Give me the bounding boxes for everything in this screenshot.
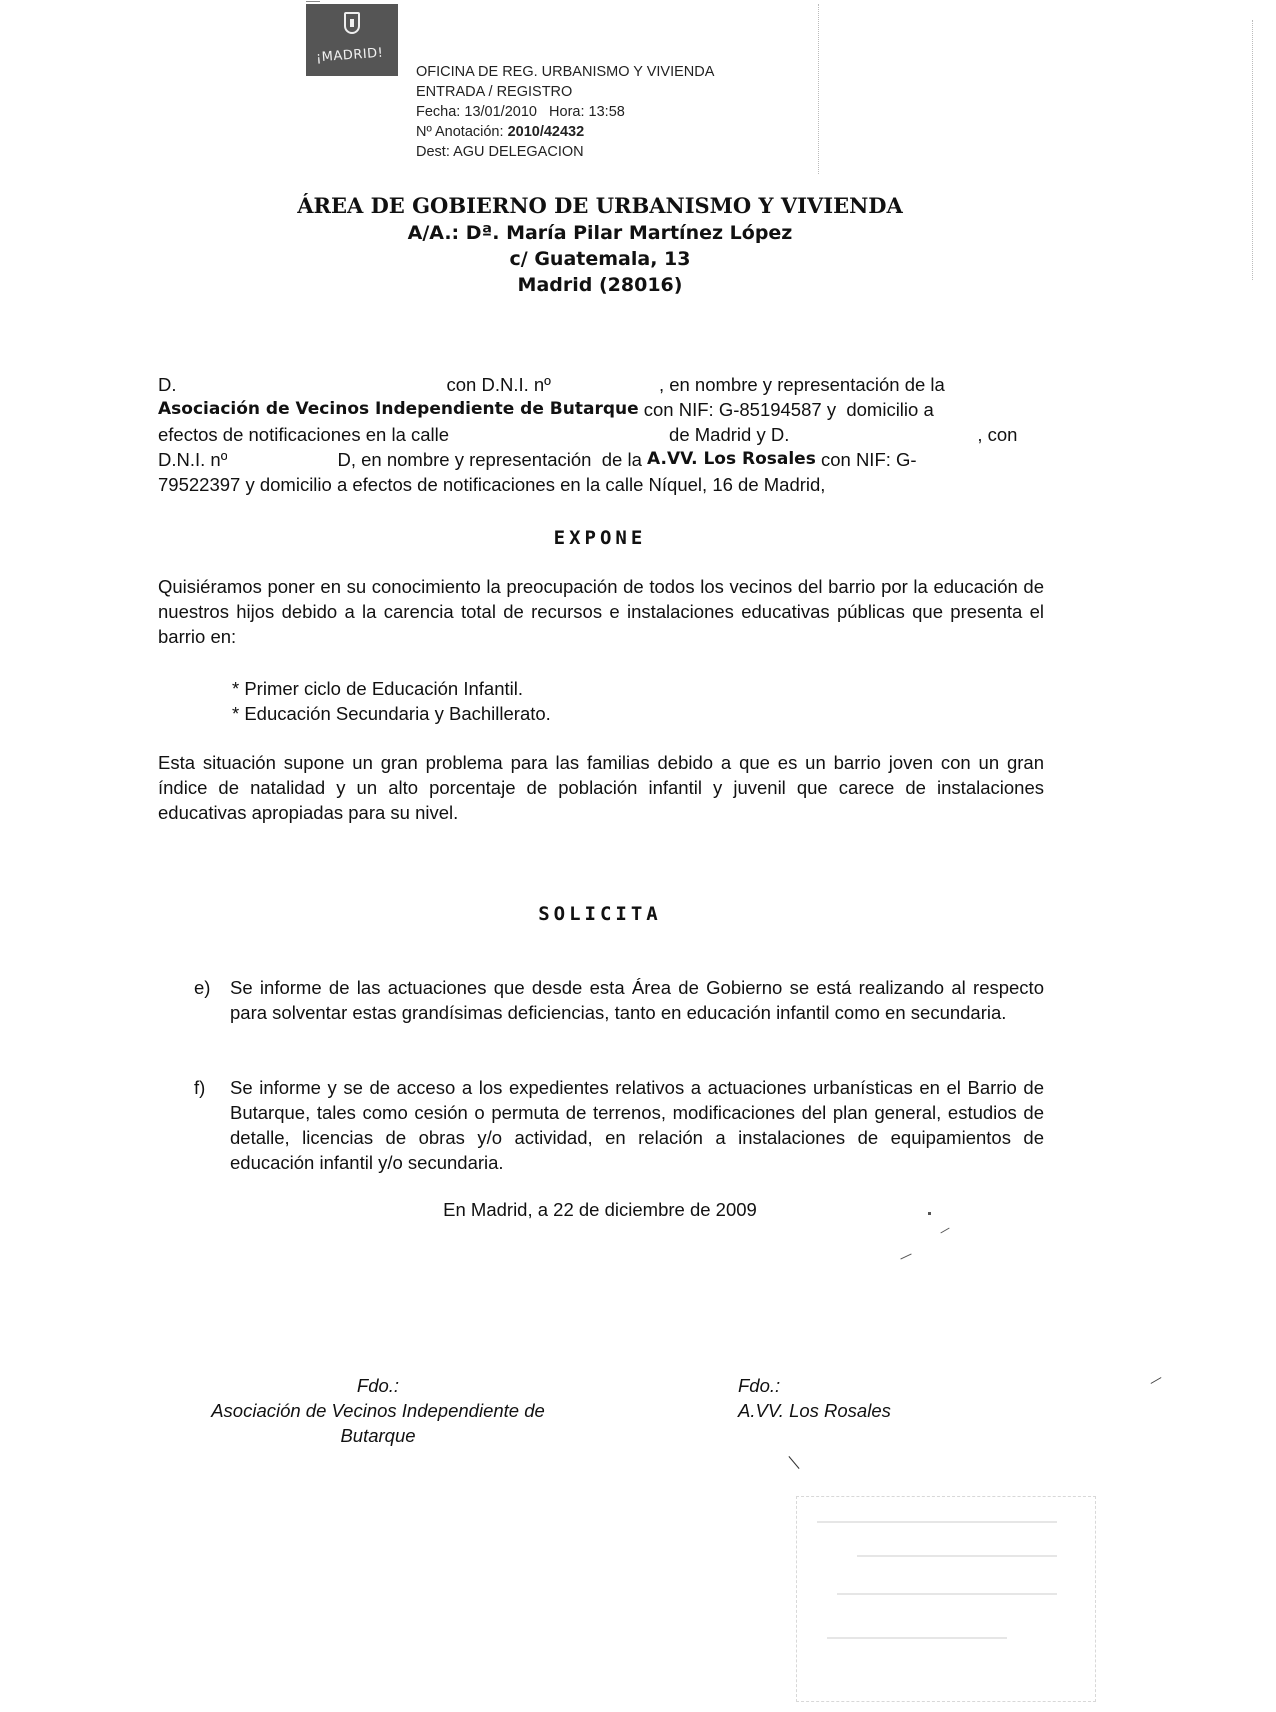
list-item: * Educación Secundaria y Bachillerato. bbox=[232, 703, 551, 724]
intro-line bbox=[158, 422, 1044, 447]
intro-line bbox=[158, 447, 1044, 472]
intro-d: D. bbox=[158, 374, 177, 395]
org-rosales: A.VV. Los Rosales bbox=[647, 449, 816, 469]
scan-speck bbox=[900, 1254, 911, 1260]
intro-con: , con bbox=[977, 424, 1018, 445]
stamp-annotation-number: 2010/42432 bbox=[507, 124, 585, 140]
expone-title: EXPONE bbox=[553, 527, 647, 549]
right-signature bbox=[738, 1373, 978, 1423]
ghost-line bbox=[857, 1555, 1057, 1557]
intro-line bbox=[158, 397, 1044, 422]
recipient-attention: A/A.: Dª. María Pilar Martínez López bbox=[407, 222, 793, 244]
stamp-date-row bbox=[416, 102, 796, 122]
stamp-date: 13/01/2010 bbox=[464, 104, 537, 120]
recipient-street: c/ Guatemala, 13 bbox=[509, 248, 691, 270]
expone-paragraph: Quisiéramos poner en su conocimiento la preocupación de todos los vecinos del barrio por la educación de nuestros hijos debido a la carencia total de recursos e instalaciones educativas públicas que presenta el barrio en: bbox=[158, 576, 1044, 647]
intro-representation: , en nombre y representación de la bbox=[658, 374, 945, 395]
stamp-date-label: Fecha: bbox=[416, 104, 461, 120]
left-org-line1: Asociación de Vecinos Independiente de bbox=[211, 1400, 545, 1421]
right-org: A.VV. Los Rosales bbox=[738, 1400, 891, 1421]
org-butarque: Asociación de Vecinos Independiente de Butarque bbox=[158, 399, 639, 419]
intro-dni: con D.N.I. nº bbox=[446, 374, 551, 395]
redacted-street bbox=[449, 422, 669, 447]
stamp-time-label: Hora: bbox=[549, 104, 585, 120]
request-text: Se informe y se de acceso a los expedientes relativos a actuaciones urbanísticas en el Barrio de Butarque, tales como cesión o permuta de terrenos, modificaciones del plan general, estudios de detalle, licencias de obras y/o actividad, en relación a instalaciones de equipamientos de educación infantil y/o secundaria. bbox=[230, 1077, 1044, 1173]
scan-speck bbox=[940, 1228, 949, 1234]
request-item bbox=[158, 975, 1044, 1025]
intro-line bbox=[158, 372, 1044, 397]
right-fdo: Fdo.: bbox=[738, 1375, 781, 1396]
recipient-area: ÁREA DE GOBIERNO DE URBANISMO Y VIVIENDA bbox=[297, 193, 903, 218]
scan-speck bbox=[1151, 1377, 1162, 1384]
request-label: e) bbox=[194, 977, 211, 998]
ghost-line bbox=[827, 1637, 1007, 1639]
coat-of-arms-icon bbox=[344, 12, 360, 34]
left-signature bbox=[188, 1373, 568, 1448]
intro-representation2: D, en nombre y representación de la bbox=[337, 449, 648, 470]
scan-line bbox=[1252, 20, 1253, 280]
intro-nif: con NIF: G-85194587 y domicilio a bbox=[638, 399, 934, 420]
stamp-annotation-label: Nº Anotación: bbox=[416, 124, 504, 140]
madrid-logo bbox=[306, 4, 398, 76]
stamp-dest: Dest: AGU DELEGACION bbox=[416, 144, 584, 160]
intro-paragraph bbox=[158, 372, 1044, 497]
redacted-name bbox=[789, 422, 977, 447]
left-org-line2: Butarque bbox=[340, 1425, 416, 1446]
date-place: En Madrid, a 22 de diciembre de 2009 bbox=[443, 1199, 757, 1220]
intro-madrid: de Madrid y D. bbox=[669, 424, 790, 445]
stamp-annotation-row bbox=[416, 122, 796, 142]
redacted-dni bbox=[227, 447, 337, 472]
logo-text: ¡MADRID! bbox=[315, 45, 384, 66]
intro-nif2: con NIF: G- bbox=[815, 449, 917, 470]
left-fdo: Fdo.: bbox=[356, 1375, 400, 1396]
ghost-line bbox=[817, 1521, 1057, 1523]
expone-paragraph: Esta situación supone un gran problema para las familias debido a que es un barrio joven con un gran índice de natalidad y un alto porcentaje de población infantil y juvenil que carece de instalaciones educativas apropiadas para su nivel. bbox=[158, 752, 1044, 823]
stamp-office: OFICINA DE REG. URBANISMO Y VIVIENDA bbox=[416, 64, 715, 80]
solicita-title: SOLICITA bbox=[538, 903, 662, 925]
intro-dni2: D.N.I. nº bbox=[158, 449, 228, 470]
recipient-city: Madrid (28016) bbox=[517, 274, 683, 296]
faint-stamp-box bbox=[796, 1496, 1096, 1702]
stamp-entry: ENTRADA / REGISTRO bbox=[416, 84, 573, 100]
list-item: * Primer ciclo de Educación Infantil. bbox=[232, 678, 523, 699]
scan-speck bbox=[928, 1212, 931, 1215]
intro-street: efectos de notificaciones en la calle bbox=[158, 424, 450, 445]
stamp-time: 13:58 bbox=[588, 104, 625, 120]
registry-stamp bbox=[416, 62, 796, 162]
request-label: f) bbox=[194, 1077, 206, 1098]
ghost-line bbox=[837, 1593, 1057, 1595]
scan-speck bbox=[788, 1456, 799, 1469]
intro-line: 79522397 y domicilio a efectos de notificaciones en la calle Níquel, 16 de Madrid, bbox=[158, 474, 826, 495]
scan-mark bbox=[306, 1, 320, 2]
request-text: Se informe de las actuaciones que desde esta Área de Gobierno se está realizando al respecto para solventar estas grandísimas deficiencias, tanto en educación infantil como en secundaria. bbox=[230, 977, 1044, 1023]
request-item bbox=[158, 1075, 1044, 1175]
scan-line bbox=[818, 4, 819, 174]
